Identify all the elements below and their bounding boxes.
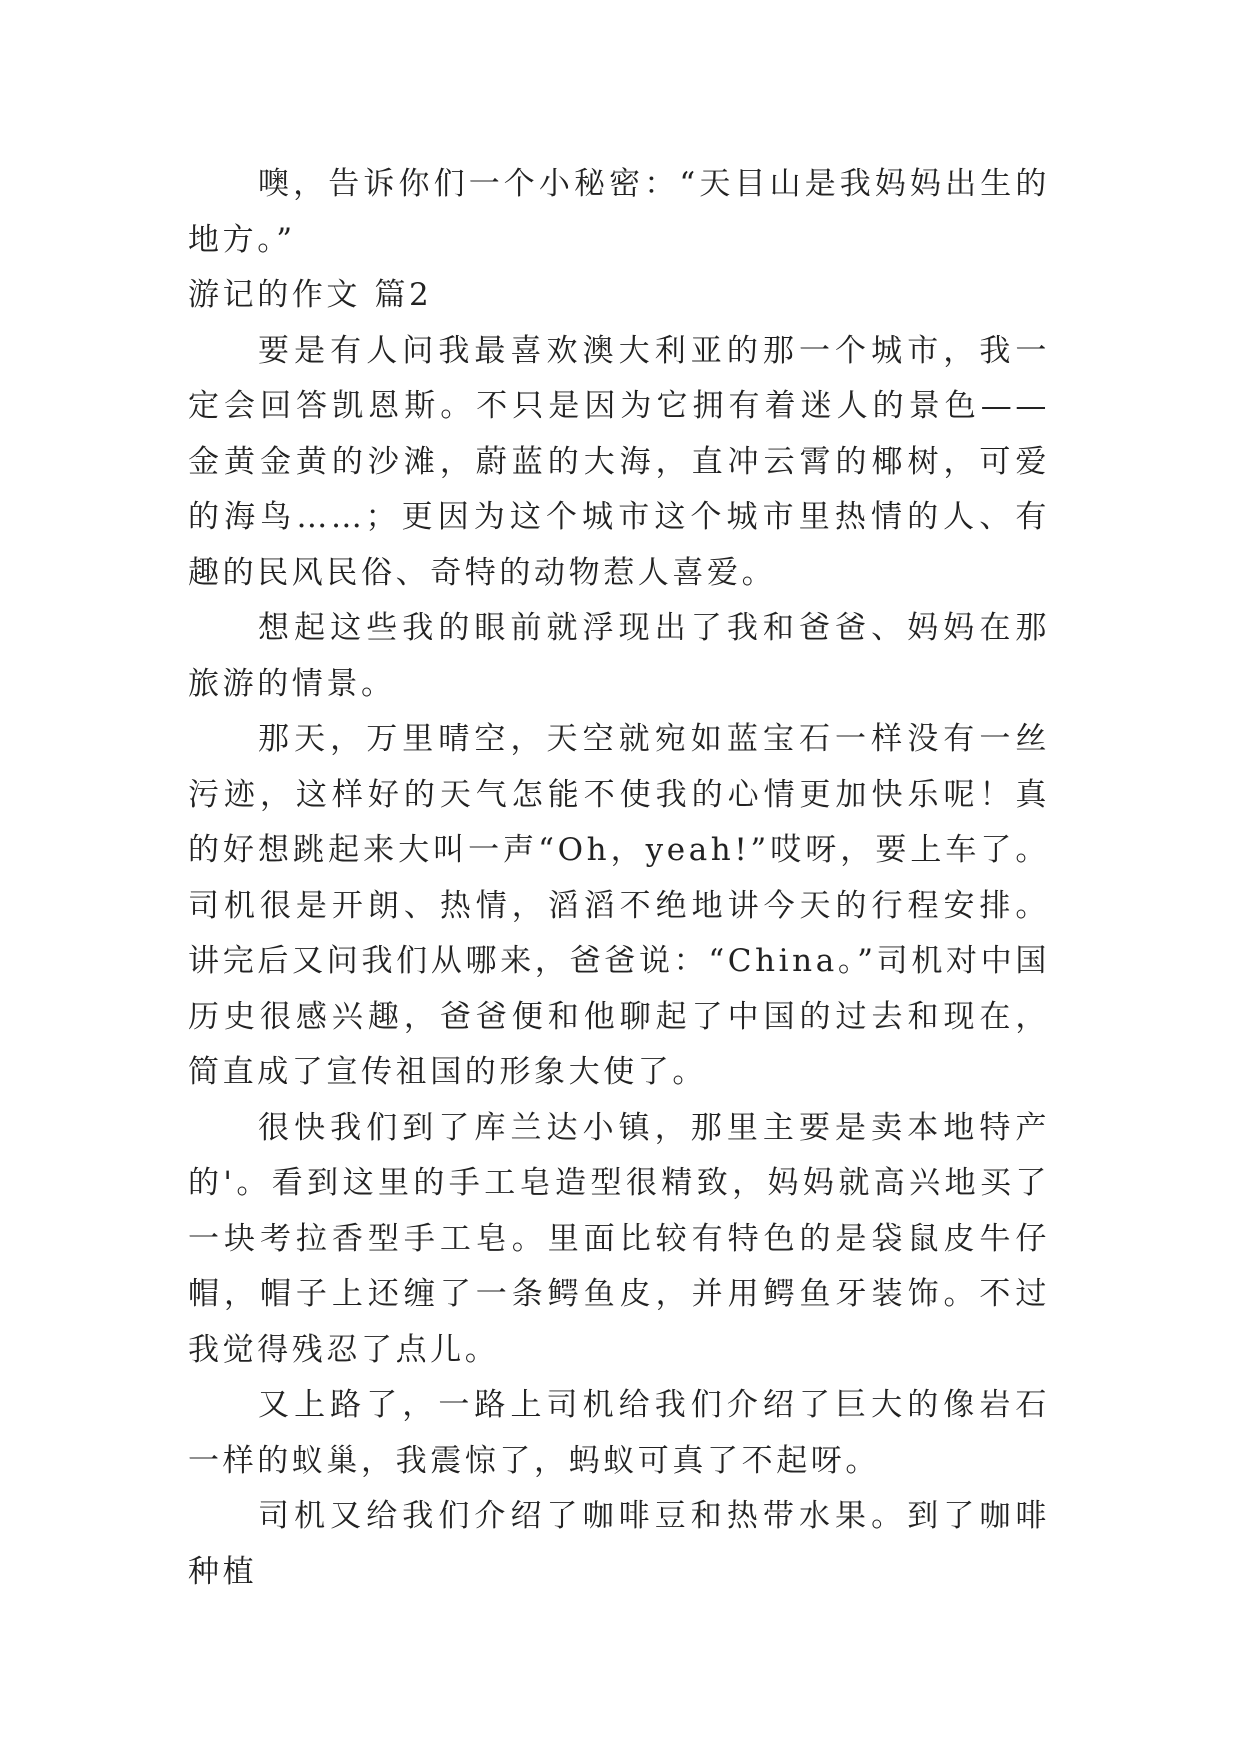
section-heading: 游记的作文 篇2 [188, 277, 433, 313]
paragraph-memory: 想起这些我的眼前就浮现出了我和爸爸、妈妈在那旅游的情景。 [188, 610, 1050, 702]
paragraph-coffee: 司机又给我们介绍了咖啡豆和热带水果。到了咖啡种植 [188, 1498, 1050, 1590]
paragraph-secret: 噢，告诉你们一个小秘密：“天目山是我妈妈出生的地方。” [188, 166, 1050, 258]
paragraph-cairns-intro: 要是有人问我最喜欢澳大利亚的那一个城市，我一定会回答凯恩斯。不只是因为它拥有着迷人的景色——金黄金黄的沙滩，蔚蓝的大海，直冲云霄的椰树，可爱的海鸟……；更因为这个城市这个城市里热情的人、有趣的民风民俗、奇特的动物惹人喜爱。 [188, 332, 1050, 591]
paragraph-ant-nest: 又上路了，一路上司机给我们介绍了巨大的像岩石一样的蚁巢，我震惊了，蚂蚁可真了不起呀。 [188, 1387, 1050, 1479]
paragraph-kuranda: 很快我们到了库兰达小镇，那里主要是卖本地特产的'。看到这里的手工皂造型很精致，妈妈就高兴地买了一块考拉香型手工皂。里面比较有特色的是袋鼠皮牛仔帽，帽子上还缠了一条鳄鱼皮，并用鳄鱼牙装饰。不过我觉得残忍了点儿。 [188, 1109, 1050, 1368]
document-body [188, 157, 1050, 1600]
paragraph-sunny-day: 那天，万里晴空，天空就宛如蓝宝石一样没有一丝污迹，这样好的天气怎能不使我的心情更加快乐呢！真的好想跳起来大叫一声“Oh，yeah!”哎呀，要上车了。司机很是开朗、热情，滔滔不绝地讲今天的行程安排。讲完后又问我们从哪来，爸爸说：“China。”司机对中国历史很感兴趣，爸爸便和他聊起了中国的过去和现在，简直成了宣传祖国的形象大使了。 [188, 721, 1050, 1090]
